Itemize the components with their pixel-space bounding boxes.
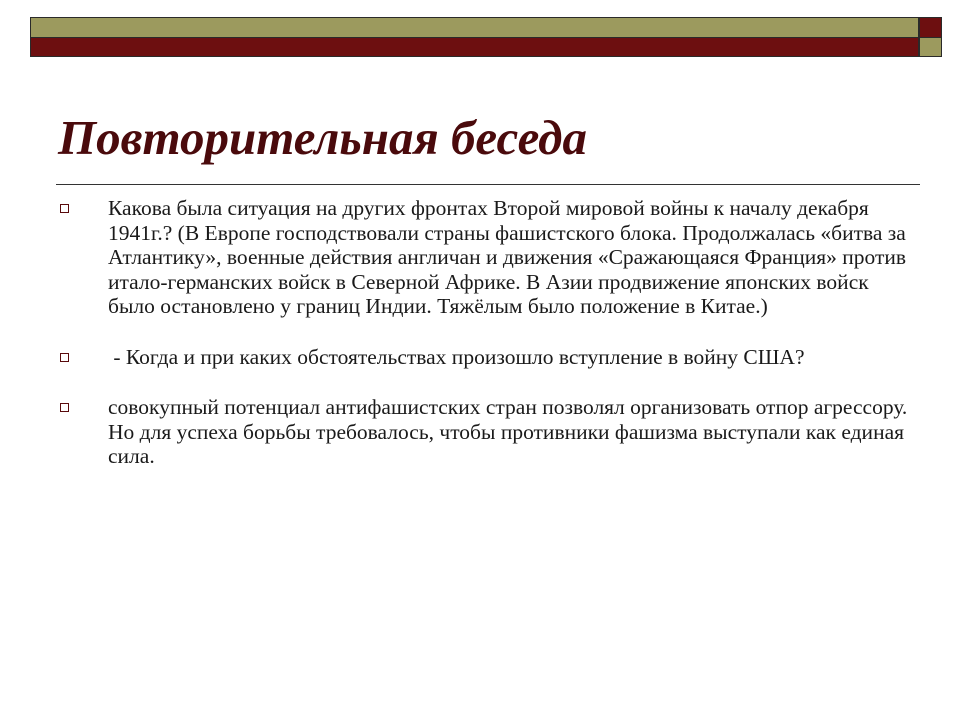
slide-title: Повторительная беседа [58, 110, 587, 165]
bullet-item-1 [58, 196, 908, 319]
header-band-maroon [30, 38, 919, 57]
bullet-text-1: Какова была ситуация на других фронтах Второй мировой войны к началу декабря 1941г.? (В Европе господствовали страны фашистского блока. Продолжалась «битва за Атлантику», военные действия англичан и движения «Сражающаяся Франция» против итало-германских войск в Северной Африке. В Азии продвижение японских войск было остановлено у границ Индии. Тяжёлым было положение в Китае.) [108, 196, 907, 318]
header-corner-olive [919, 38, 942, 57]
bullet-text-2: - Когда и при каких обстоятельствах произошло вступление в войну США? [108, 344, 805, 369]
hollow-square-icon [60, 353, 69, 362]
bullet-item-2 [58, 345, 908, 370]
hollow-square-icon [60, 403, 69, 412]
bullet-list [58, 196, 908, 469]
title-divider [56, 184, 920, 185]
bullet-item-3 [58, 395, 908, 469]
hollow-square-icon [60, 204, 69, 213]
header-corner-maroon [919, 17, 942, 38]
header-band-olive [30, 17, 919, 38]
bullet-text-3: совокупный потенциал антифашистских стран позволял организовать отпор агрессору. Но для успеха борьбы требовалось, чтобы противники фашизма выступали как единая сила. [108, 395, 908, 468]
